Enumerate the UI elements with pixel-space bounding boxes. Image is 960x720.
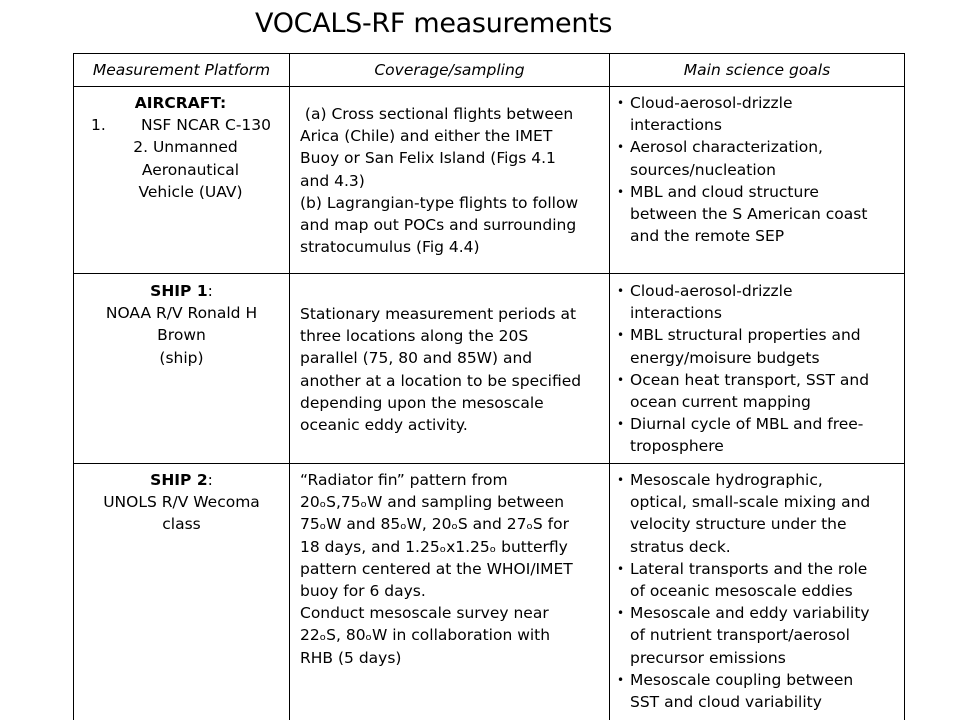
platform-list-item <box>74 114 289 136</box>
coverage-line: Stationary measurement periods at <box>300 305 577 323</box>
coverage-line: Arica (Chile) and either the IMET <box>300 127 553 146</box>
coverage-cell-aircraft <box>300 103 605 258</box>
goal-item <box>616 92 900 136</box>
goals-cell-ship1 <box>616 280 900 458</box>
coverage-line: pattern centered at the WHOI/IMET <box>300 559 573 578</box>
bullet-icon: • <box>617 184 625 199</box>
goal-item <box>616 324 900 368</box>
goal-line: Aerosol characterization, <box>630 138 823 157</box>
goals-cell-ship2 <box>616 469 900 713</box>
goals-cell-aircraft <box>616 92 900 247</box>
platform-name-row <box>74 280 289 302</box>
header-main-science-goals: Main science goals <box>683 61 831 79</box>
platform-line: (ship) <box>159 348 204 367</box>
goal-line: Diurnal cycle of MBL and free- <box>630 415 864 434</box>
goal-line: energy/moisure budgets <box>630 348 820 367</box>
row-divider-2 <box>73 463 905 464</box>
goal-item <box>616 669 900 713</box>
platform-line: Brown <box>157 326 206 345</box>
coverage-line: and 4.3) <box>300 171 365 190</box>
platform-cell-ship2 <box>74 469 289 536</box>
platform-line: 2. Unmanned <box>133 138 238 157</box>
platform-name: SHIP 1 <box>150 282 208 300</box>
goal-item <box>616 136 900 180</box>
platform-name-suffix: : <box>207 282 213 300</box>
header-measurement-platform: Measurement Platform <box>92 61 271 79</box>
platform-line: Vehicle (UAV) <box>138 182 243 201</box>
coverage-line: (b) Lagrangian-type flights to follow <box>300 193 579 212</box>
goal-line: Mesoscale and eddy variability <box>630 604 870 623</box>
bullet-icon: • <box>617 561 625 576</box>
goal-line: ocean current mapping <box>630 393 811 412</box>
coverage-cell-ship2 <box>300 469 605 669</box>
list-item-text: NSF NCAR C-130 <box>141 116 271 135</box>
goal-line: between the S American coast <box>630 205 868 224</box>
header-divider <box>73 86 905 87</box>
row-divider-1 <box>73 273 905 274</box>
coverage-line: 75ₒW and 85ₒW, 20ₒS and 27ₒS for <box>300 515 569 534</box>
goal-item <box>616 602 900 669</box>
coverage-line: “Radiator fin” pattern from <box>300 471 508 489</box>
platform-cell-ship1 <box>74 280 289 369</box>
coverage-line: depending upon the mesoscale <box>300 393 544 412</box>
bullet-icon: • <box>617 417 625 432</box>
goal-line: troposphere <box>630 437 724 456</box>
goal-item <box>616 369 900 413</box>
platform-name: SHIP 2 <box>150 471 208 489</box>
platform-name-suffix: : <box>207 471 213 489</box>
column-divider-2 <box>609 53 610 720</box>
list-number: 1. <box>91 116 106 135</box>
goal-item <box>616 413 900 457</box>
coverage-line: (a) Cross sectional flights between <box>300 105 574 123</box>
goal-line: Lateral transports and the role <box>630 559 868 578</box>
goal-line: velocity structure under the <box>630 515 847 534</box>
goal-line: of nutrient transport/aerosol <box>630 626 850 645</box>
goal-item <box>616 181 900 248</box>
bullet-icon: • <box>617 284 625 298</box>
column-divider-1 <box>289 53 290 720</box>
coverage-line: 20ₒS,75ₒW and sampling between <box>300 493 565 512</box>
coverage-line: three locations along the 20S <box>300 327 529 346</box>
coverage-line: stratocumulus (Fig 4.4) <box>300 238 480 257</box>
bullet-icon: • <box>617 140 625 155</box>
bullet-icon: • <box>617 473 625 487</box>
bullet-icon: • <box>617 328 625 343</box>
platform-name-row <box>74 469 289 491</box>
bullet-icon: • <box>617 606 625 621</box>
goal-line: Ocean heat transport, SST and <box>630 370 870 389</box>
coverage-line: RHB (5 days) <box>300 648 402 667</box>
platform-cell-aircraft <box>74 92 289 203</box>
platform-line: Aeronautical <box>141 160 240 179</box>
platform-line: class <box>162 515 201 534</box>
goal-line: Mesoscale coupling between <box>630 670 854 689</box>
coverage-line: parallel (75, 80 and 85W) and <box>300 349 533 368</box>
goal-line: precursor emissions <box>630 648 786 667</box>
table-border-top <box>73 53 905 54</box>
coverage-line: 22ₒS, 80ₒW in collaboration with <box>300 626 551 645</box>
coverage-line: Buoy or San Felix Island (Figs 4.1 <box>300 149 556 168</box>
bullet-icon: • <box>617 672 625 687</box>
platform-line: NOAA R/V Ronald H <box>105 304 258 323</box>
goal-item <box>616 469 900 558</box>
goal-line: optical, small-scale mixing and <box>630 493 871 512</box>
bullet-icon: • <box>617 96 625 110</box>
goal-item <box>616 280 900 324</box>
coverage-line: Conduct mesoscale survey near <box>300 604 549 623</box>
goal-line: MBL structural properties and <box>630 326 861 345</box>
goal-line: Mesoscale hydrographic, <box>630 471 823 489</box>
bullet-icon: • <box>617 372 625 387</box>
page-title: VOCALS-RF measurements <box>255 8 613 39</box>
coverage-line: oceanic eddy activity. <box>300 416 468 435</box>
goal-line: Cloud-aerosol-drizzle <box>630 94 793 112</box>
goal-line: of oceanic mesoscale eddies <box>630 582 853 601</box>
header-coverage-sampling: Coverage/sampling <box>374 61 525 79</box>
coverage-line: 18 days, and 1.25ₒx1.25ₒ butterfly <box>300 537 568 556</box>
goal-item <box>616 558 900 602</box>
platform-name: AIRCRAFT: <box>134 94 227 112</box>
goal-line: Cloud-aerosol-drizzle <box>630 282 793 300</box>
goal-line: interactions <box>630 116 722 135</box>
goal-line: stratus deck. <box>630 537 731 556</box>
coverage-cell-ship1 <box>300 303 605 436</box>
goal-line: sources/nucleation <box>630 160 776 179</box>
table-border-right <box>904 53 905 720</box>
goal-line: SST and cloud variability <box>630 693 822 712</box>
goal-line: and the remote SEP <box>630 227 785 246</box>
coverage-line: and map out POCs and surrounding <box>300 216 577 235</box>
goal-line: interactions <box>630 304 722 323</box>
goal-line: MBL and cloud structure <box>630 182 819 201</box>
platform-line: UNOLS R/V Wecoma <box>103 493 260 512</box>
coverage-line: buoy for 6 days. <box>300 582 426 601</box>
coverage-line: another at a location to be specified <box>300 371 582 390</box>
